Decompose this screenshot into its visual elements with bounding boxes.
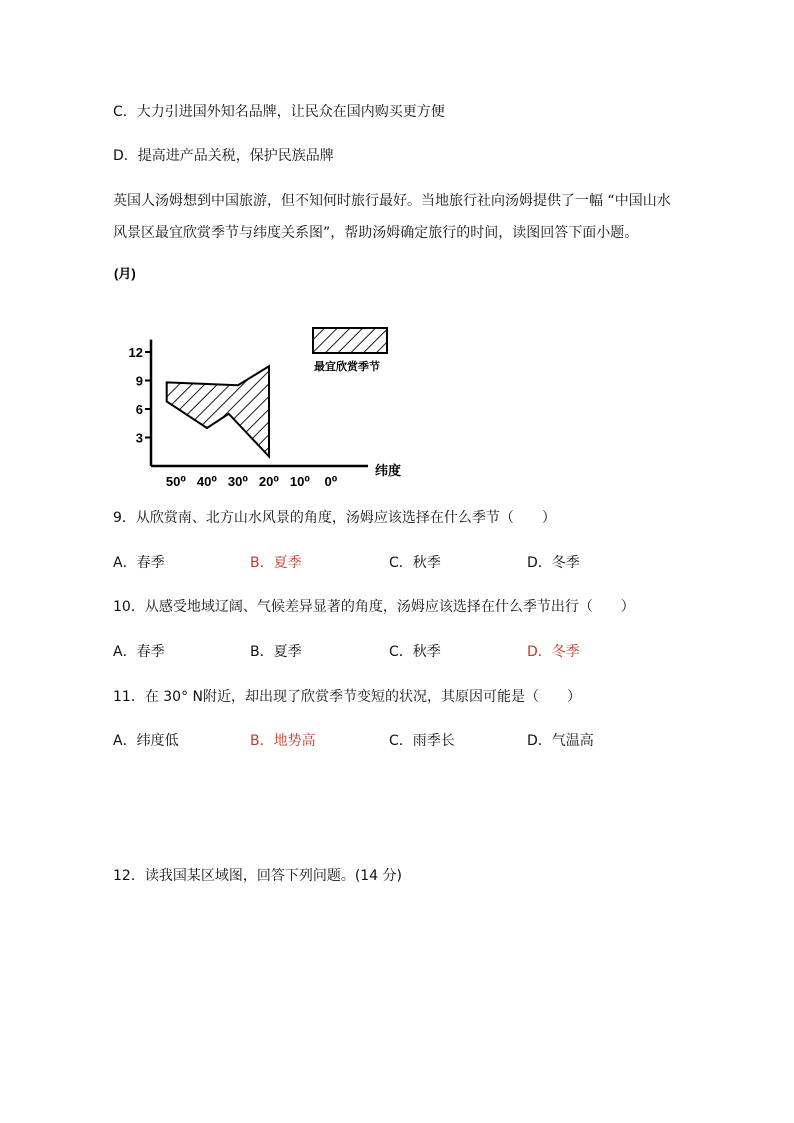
season-latitude-chart	[110, 262, 420, 498]
x-tick-label: 0⁰	[324, 474, 338, 489]
legend-label: 最宜欣赏季节	[314, 361, 380, 373]
x-tick-label: 40⁰	[196, 474, 218, 489]
q11-stem: 11．在 30° N附近，却出现了欣赏季节变短的状况，其原因可能是（ ）	[113, 689, 582, 705]
q10-option-b[interactable]: B．夏季	[250, 644, 302, 660]
option-c-prev: C．大力引进国外知名品牌，让民众在国内购买更方便	[113, 104, 445, 120]
y-tick-label: 3	[135, 430, 143, 446]
q9-option-d[interactable]: D．冬季	[527, 555, 580, 571]
q11-option-b[interactable]: B．地势高	[250, 733, 316, 749]
q11-option-a[interactable]: A．纬度低	[113, 733, 179, 749]
q10-option-d[interactable]: D．冬季	[527, 644, 580, 660]
x-tick-label: 50⁰	[165, 474, 187, 489]
q12-stem: 12．读我国某区域图，回答下列问题。(14 分)	[113, 868, 403, 884]
chart-svg	[110, 262, 420, 494]
q9-option-a[interactable]: A．春季	[113, 555, 165, 571]
legend-swatch	[313, 328, 387, 353]
q9-option-c[interactable]: C．秋季	[389, 555, 441, 571]
q11-option-c[interactable]: C．雨季长	[389, 733, 455, 749]
x-axis-label: 纬度	[375, 463, 402, 478]
q10-option-a[interactable]: A．春季	[113, 644, 165, 660]
q9-stem: 9．从欣赏南、北方山水风景的角度，汤姆应该选择在什么季节（ ）	[113, 510, 556, 526]
x-tick-label: 10⁰	[289, 474, 311, 489]
x-tick-label: 30⁰	[227, 474, 249, 489]
y-tick-label: 9	[135, 373, 143, 389]
y-tick-label: 6	[135, 402, 143, 417]
y-axis-label: (月)	[114, 266, 136, 281]
q10-option-c[interactable]: C．秋季	[389, 644, 441, 660]
x-tick-label: 20⁰	[258, 474, 280, 489]
intro-line-2: 风景区最宜欣赏季节与纬度关系图”，帮助汤姆确定旅行的时间，读图回答下面小题。	[113, 225, 639, 241]
season-area	[167, 366, 269, 456]
q11-option-d[interactable]: D．气温高	[527, 733, 594, 749]
q9-option-b[interactable]: B．夏季	[250, 555, 302, 571]
y-tick-label: 12	[128, 345, 143, 360]
q10-stem: 10．从感受地域辽阔、气候差异显著的角度，汤姆应该选择在什么季节出行（ ）	[113, 599, 635, 615]
intro-line-1: 英国人汤姆想到中国旅游，但不知何时旅行最好。当地旅行社向汤姆提供了一幅 “中国山水	[113, 193, 671, 209]
option-d-prev: D．提高进产品关税，保护民族品牌	[113, 148, 334, 164]
